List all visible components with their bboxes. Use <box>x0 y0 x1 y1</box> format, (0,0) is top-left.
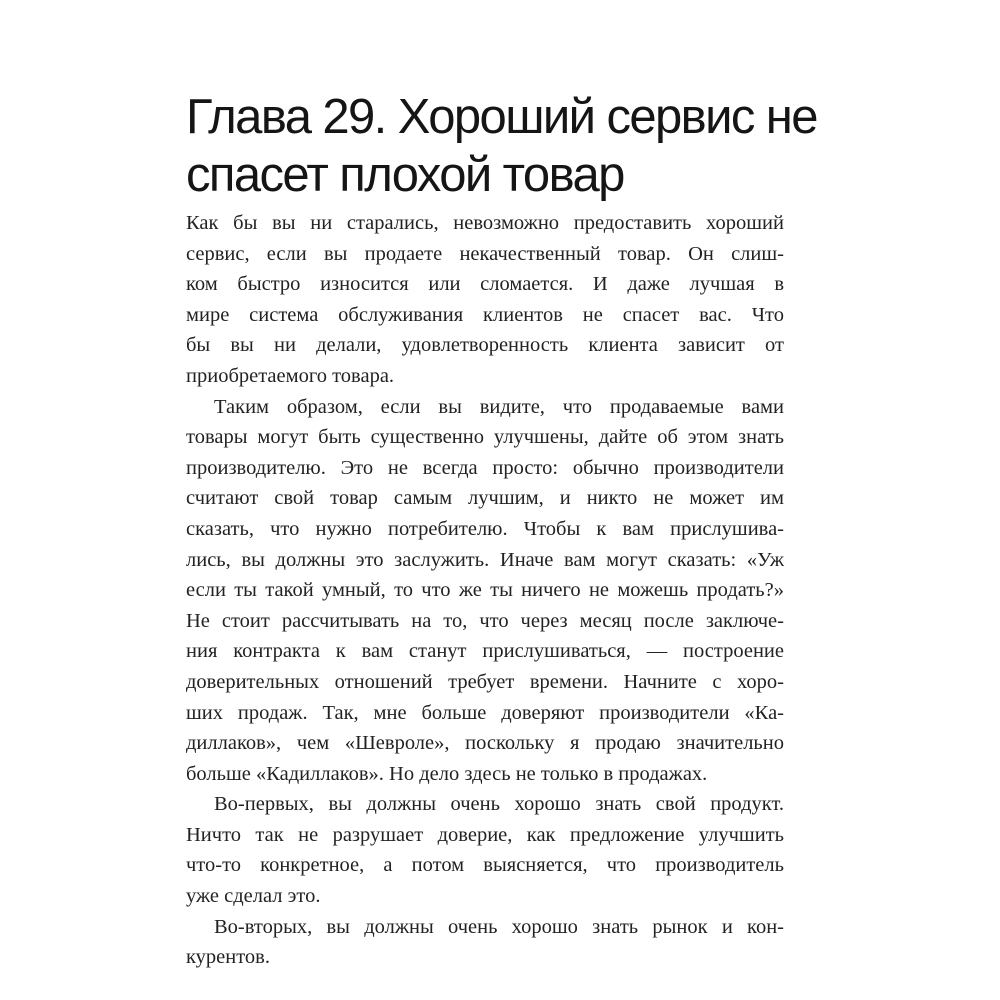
paragraph <box>186 208 784 392</box>
text-line: Таким образом, если вы видите, что продаваемые вами <box>214 395 784 418</box>
paragraph <box>186 392 784 790</box>
text-line: сервис, если вы продаете некачественный товар. Он слиш- <box>186 242 784 265</box>
text-line: считают свой товар самым лучшим, и никто не может им <box>186 487 784 510</box>
text-line: Не стоит рассчитывать на то, что через месяц после заключе- <box>186 609 784 632</box>
text-line: бы вы ни делали, удовлетворенность клиента зависит от <box>186 334 784 357</box>
paragraph <box>186 912 784 973</box>
chapter-title-line: Глава 29. Хороший сервис не <box>186 90 817 144</box>
text-line: диллаков», чем «Шевроле», поскольку я продаю значительно <box>186 732 784 755</box>
text-line: Ничто так не разрушает доверие, как предложение улучшить <box>186 823 784 846</box>
text-line: курентов. <box>186 946 270 969</box>
text-line: производителю. Это не всегда просто: обычно производители <box>186 456 784 479</box>
text-line: лись, вы должны это заслужить. Иначе вам могут сказать: «Уж <box>186 548 784 571</box>
text-line: Во-вторых, вы должны очень хорошо знать рынок и кон- <box>214 915 784 938</box>
paragraph <box>186 789 784 911</box>
text-line: что-то конкретное, а потом выясняется, что производитель <box>186 854 784 877</box>
text-line: Как бы вы ни старались, невозможно предоставить хороший <box>186 212 784 234</box>
chapter-title-line: спасет плохой товар <box>186 148 624 202</box>
text-line: если ты такой умный, то что же ты ничего не можешь продать?» <box>186 579 784 602</box>
text-line: больше «Кадиллаков». Но дело здесь не только в продажах. <box>186 762 708 785</box>
text-line: сказать, что нужно потребителю. Чтобы к вам прислушива- <box>186 517 784 540</box>
text-line: товары могут быть существенно улучшены, дайте об этом знать <box>186 426 784 449</box>
text-line: ших продаж. Так, мне больше доверяют производители «Ка- <box>186 701 784 724</box>
chapter-body <box>186 208 784 973</box>
text-line: ния контракта к вам станут прислушиваться, — построение <box>186 640 784 663</box>
text-line: Во-первых, вы должны очень хорошо знать свой продукт. <box>214 793 784 816</box>
chapter-title <box>186 88 826 204</box>
text-line: доверительных отношений требует времени. Начните с хоро- <box>186 670 784 693</box>
text-line: приобретаемого товара. <box>186 364 395 387</box>
text-line: уже сделал это. <box>186 885 321 908</box>
text-line: ком быстро износится или сломается. И даже лучшая в <box>186 273 784 296</box>
text-line: мире система обслуживания клиентов не спасет вас. Что <box>186 303 784 326</box>
